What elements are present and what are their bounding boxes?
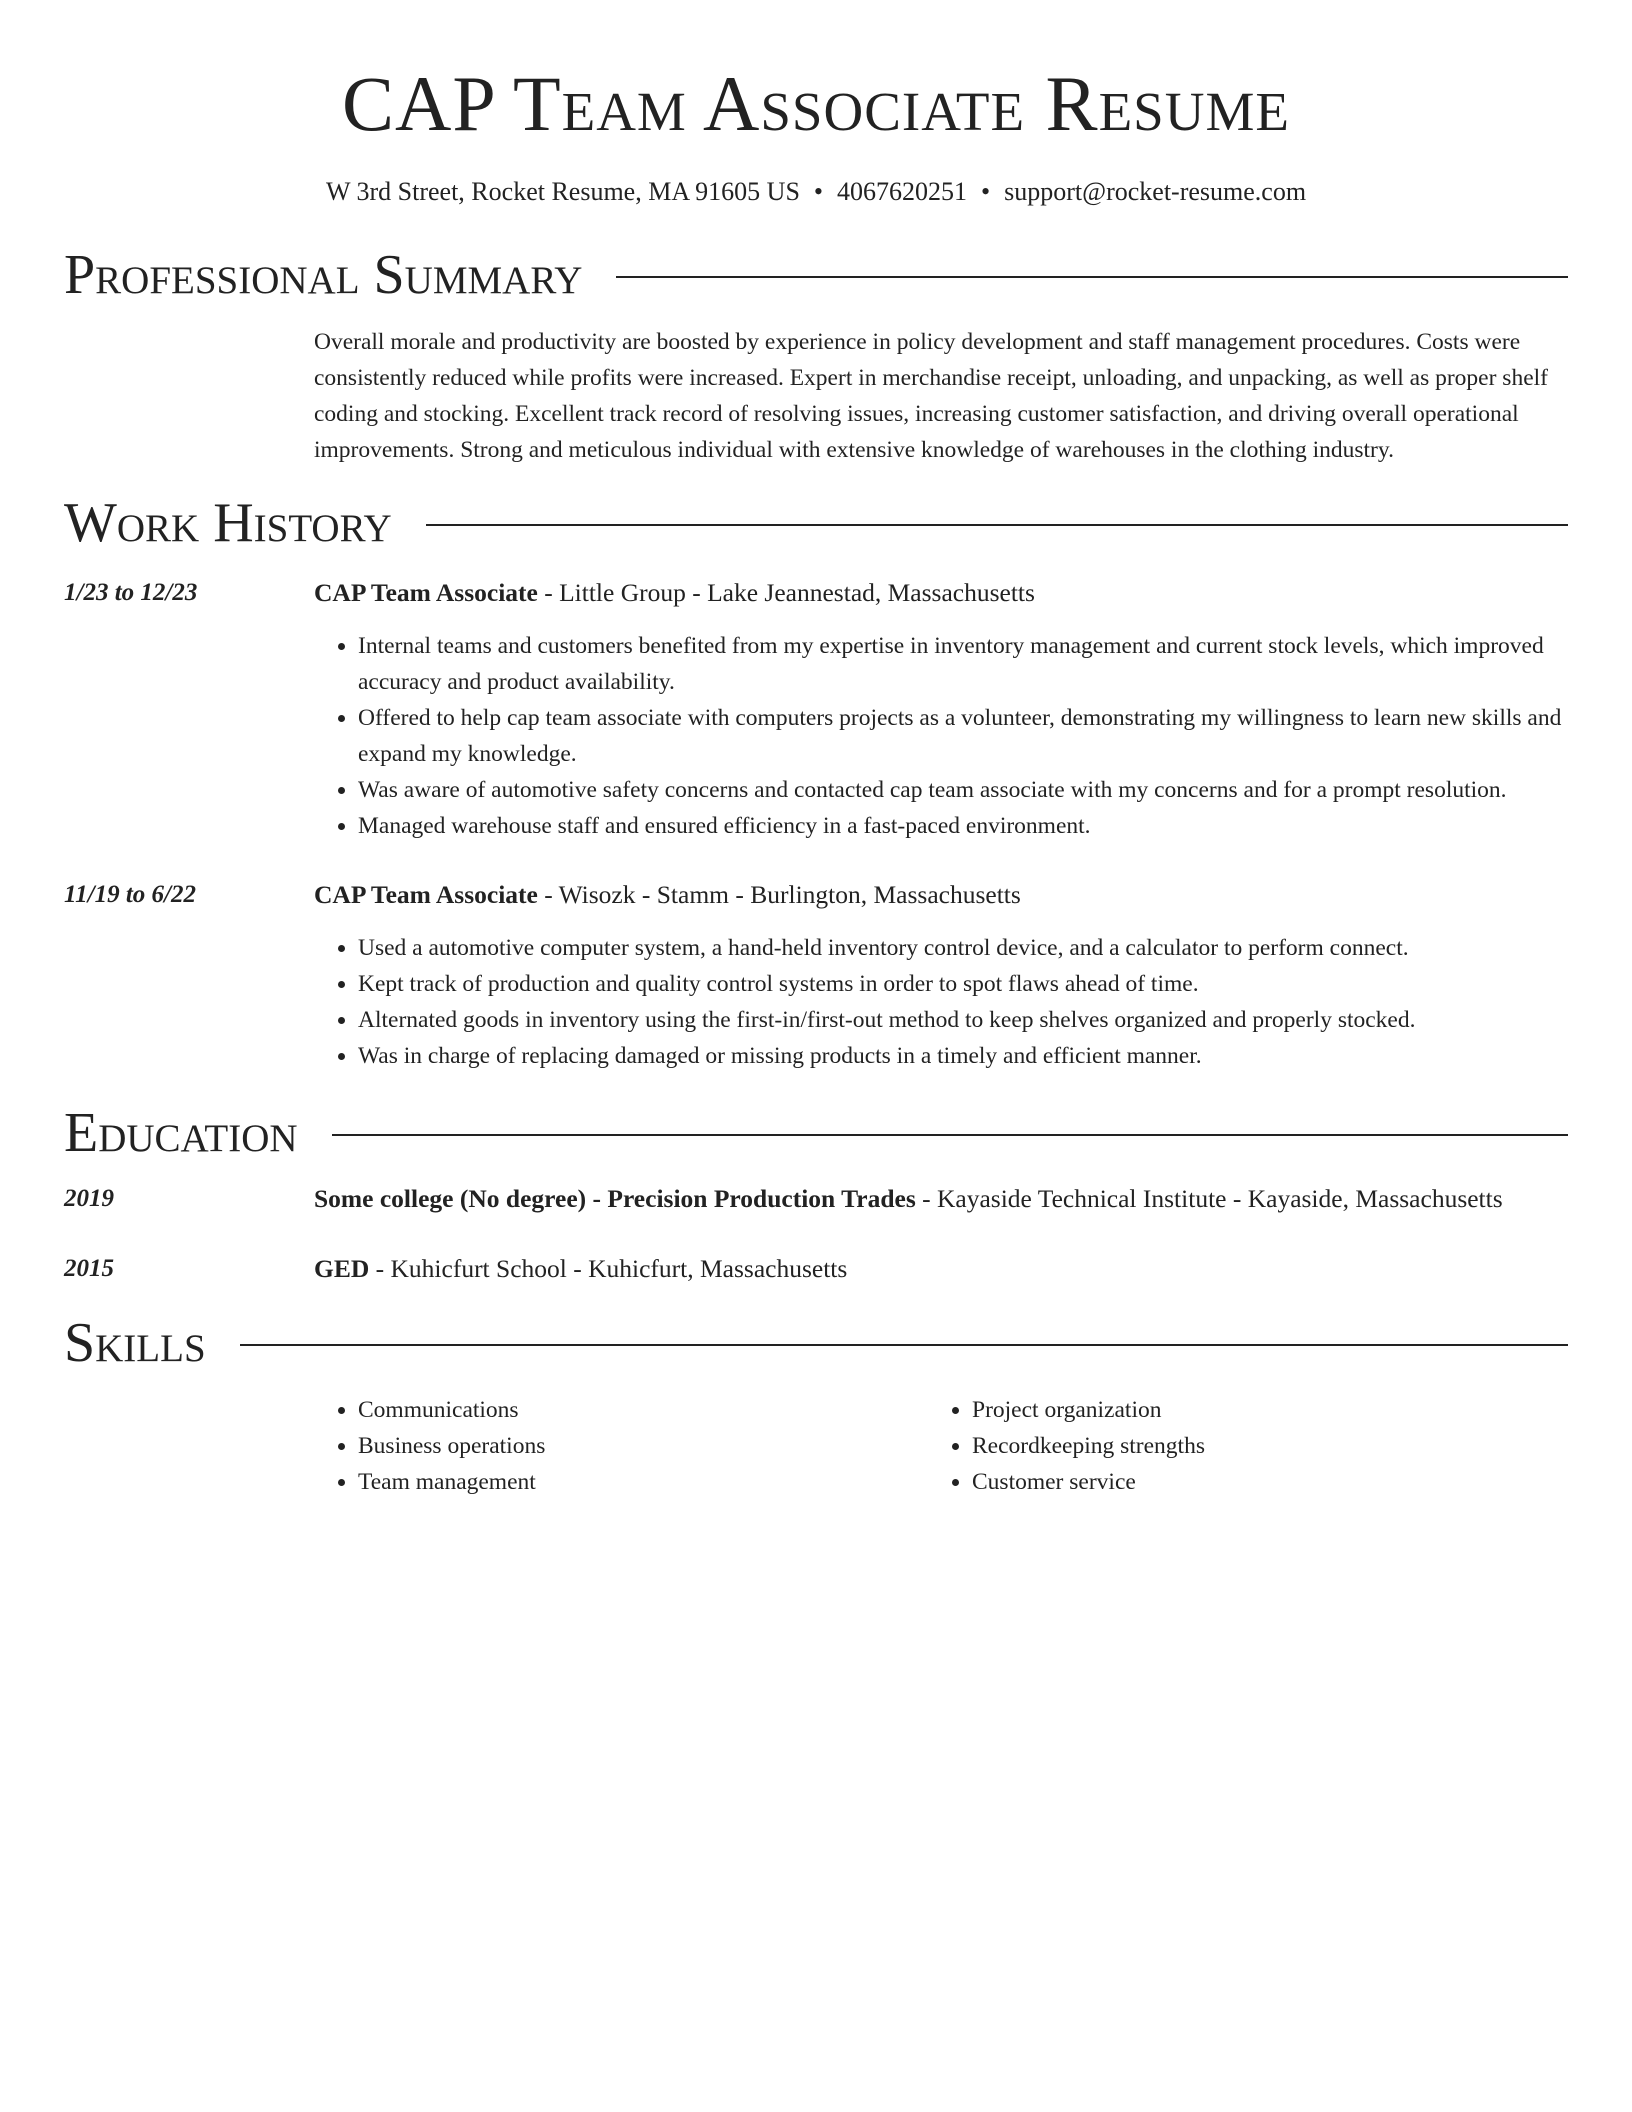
- job-body: [314, 576, 1568, 844]
- job-bullet: • Internal teams and customers benefited from my expertise in inventory management and current stock levels, which improved accuracy and product availability.: [358, 628, 1568, 700]
- job-title: CAP Team Associate: [314, 880, 538, 909]
- work-list: [64, 576, 1568, 1074]
- education-degree: Some college (No degree) - Precision Production Trades: [314, 1184, 916, 1213]
- education-heading: Education: [64, 1102, 298, 1164]
- education-degree: GED: [314, 1254, 370, 1283]
- job-employer: - Wisozk - Stamm - Burlington, Massachusetts: [537, 880, 1021, 909]
- education-entry: [64, 1182, 1568, 1216]
- section-divider: [240, 1344, 1568, 1346]
- contact-email: support@rocket-resume.com: [1004, 177, 1307, 206]
- education-line: [314, 1182, 1568, 1216]
- skill-item: • Communications: [358, 1392, 928, 1428]
- contact-phone: 4067620251: [837, 177, 968, 206]
- job-entry: [64, 878, 1568, 1074]
- resume-page: [64, 0, 1568, 1500]
- skill-item: • Recordkeeping strengths: [972, 1428, 1542, 1464]
- skills-section-header: [64, 1308, 1568, 1378]
- job-bullets: [314, 628, 1568, 844]
- job-header: [314, 878, 1568, 912]
- contact-line: [64, 176, 1568, 208]
- section-divider: [426, 524, 1568, 526]
- contact-separator: •: [813, 177, 824, 206]
- job-bullet: • Was in charge of replacing damaged or missing products in a timely and efficient manner.: [358, 1038, 1568, 1074]
- job-bullet: • Offered to help cap team associate with computers projects as a volunteer, demonstrating my willingness to learn new skills and expand my knowledge.: [358, 700, 1568, 772]
- skills-column-left: [314, 1392, 928, 1500]
- job-dates: 11/19 to 6/22: [64, 881, 196, 908]
- education-section-header: [64, 1098, 1568, 1168]
- work-section-header: [64, 488, 1568, 558]
- skill-item: • Business operations: [358, 1428, 928, 1464]
- job-title: CAP Team Associate: [314, 578, 538, 607]
- education-school: - Kuhicfurt School - Kuhicfurt, Massachusetts: [369, 1254, 848, 1283]
- education-list: [64, 1182, 1568, 1286]
- education-line: [314, 1252, 1568, 1286]
- education-entry: [64, 1252, 1568, 1286]
- skills-column-right: [928, 1392, 1542, 1500]
- skill-item: • Customer service: [972, 1464, 1542, 1500]
- education-year: 2015: [64, 1255, 114, 1282]
- resume-title: CAP Team Associate Resume: [342, 60, 1290, 147]
- job-header: [314, 576, 1568, 610]
- education-year: 2019: [64, 1185, 114, 1212]
- education-school: - Kayaside Technical Institute - Kayaside, Massachusetts: [915, 1184, 1503, 1213]
- contact-separator: •: [981, 177, 991, 206]
- skill-item: • Team management: [358, 1464, 928, 1500]
- job-dates: 1/23 to 12/23: [64, 579, 198, 606]
- skills-list: [314, 1392, 1568, 1500]
- education-body: [314, 1252, 1568, 1286]
- summary-text: Overall morale and productivity are boosted by experience in policy development and staff management procedures. Costs were consistently reduced while profits were increased. Expert in merchandise receipt, unloading, and unpacking, as well as proper shelf coding and stocking. Excellent track record of resolving issues, increasing customer satisfaction, and driving overall operational improvements. Strong and meticulous individual with extensive knowledge of warehouses in the clothing industry.: [314, 329, 1548, 463]
- work-heading: Work History: [64, 492, 392, 554]
- job-employer: - Little Group - Lake Jeannestad, Massachusetts: [537, 578, 1035, 607]
- summary-heading: Professional Summary: [64, 244, 583, 306]
- education-body: [314, 1182, 1568, 1216]
- skill-item: • Project organization: [972, 1392, 1542, 1428]
- summary-section-header: [64, 240, 1568, 310]
- job-bullet: • Managed warehouse staff and ensured efficiency in a fast-paced environment.: [358, 808, 1568, 844]
- contact-address: W 3rd Street, Rocket Resume, MA 91605 US: [325, 177, 800, 206]
- job-bullets: [314, 930, 1568, 1074]
- job-body: [314, 878, 1568, 1074]
- job-bullet: • Was aware of automotive safety concerns and contacted cap team associate with my concerns and for a prompt resolution.: [358, 772, 1568, 808]
- section-divider: [616, 276, 1568, 278]
- job-entry: [64, 576, 1568, 844]
- job-bullet: • Kept track of production and quality control systems in order to spot flaws ahead of time.: [358, 966, 1568, 1002]
- skills-heading: Skills: [64, 1312, 206, 1374]
- job-bullet: • Used a automotive computer system, a hand-held inventory control device, and a calculator to perform connect.: [358, 930, 1568, 966]
- job-bullet: • Alternated goods in inventory using the first-in/first-out method to keep shelves organized and properly stocked.: [358, 1002, 1568, 1038]
- section-divider: [332, 1134, 1568, 1136]
